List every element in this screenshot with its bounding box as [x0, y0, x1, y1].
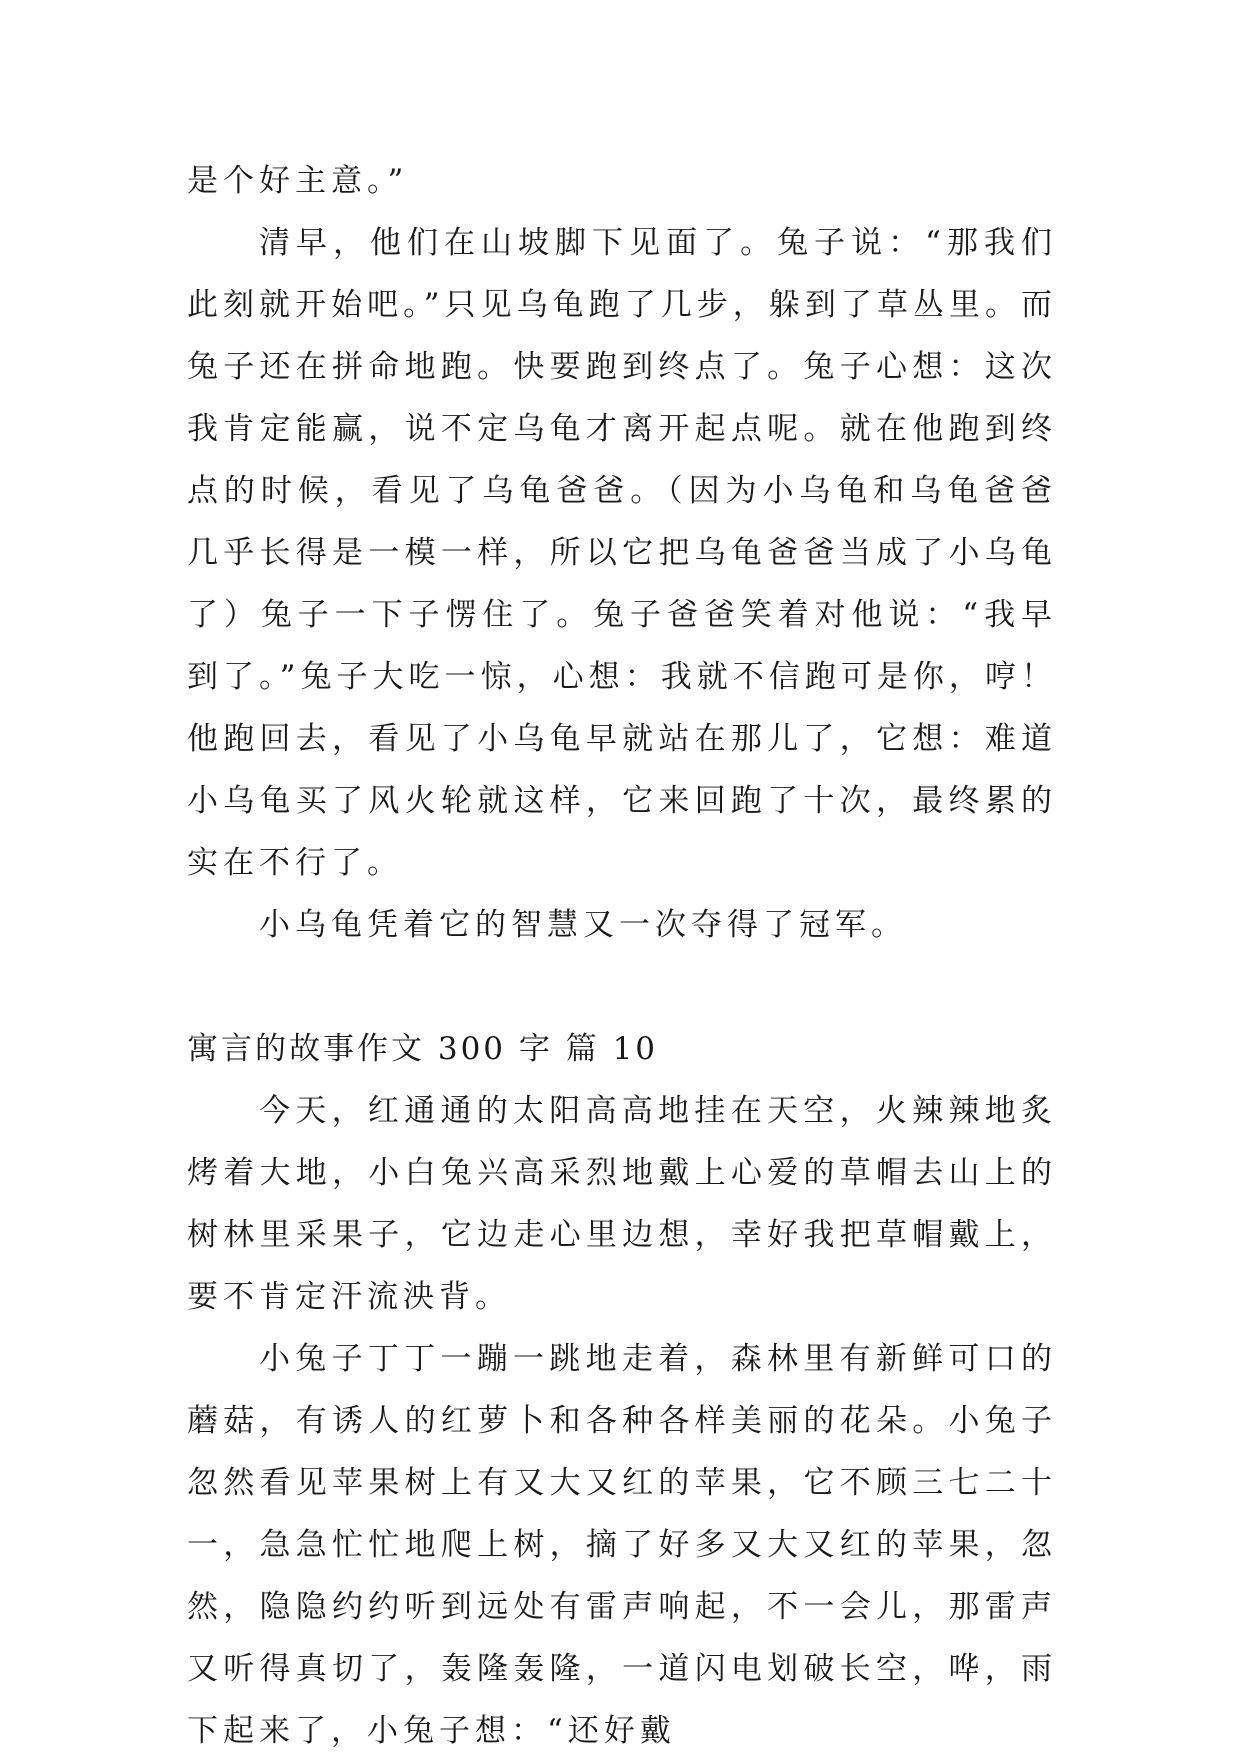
paragraph-rabbit-forest: 小兔子丁丁一蹦一跳地走着，森林里有新鲜可口的蘑菇，有诱人的红萝卜和各种各样美丽的花朵。小兔子忽然看见苹果树上有又大又红的苹果，它不顾三七二十一，急急忙忙地爬上树，摘了好多又大又红的苹果，忽然，隐隐约约听到远处有雷声响起，不一会儿，那雷声又听得真切了，轰隆轰隆，一道闪电划破长空，哗，雨下起来了，小兔子想：“还好戴: [187, 1341, 1057, 1749]
paragraph-continuation: 是个好主意。”: [187, 163, 409, 199]
paragraph-turtle-wins: 小乌龟凭着它的智慧又一次夺得了冠军。: [259, 907, 907, 943]
paragraph-sunny-day: 今天，红通通的太阳高高地挂在天空，火辣辣地炙烤着大地，小白兔兴高采烈地戴上心爱的草帽去山上的树林里采果子，它边走心里边想，幸好我把草帽戴上，要不肯定汗流泱背。: [187, 1093, 1057, 1315]
document-body: [187, 150, 1057, 1762]
section-gap: [187, 956, 1057, 1018]
section-heading: 寓言的故事作文 300 字 篇 10: [187, 1031, 659, 1067]
paragraph-race-morning: 清早，他们在山坡脚下见面了。兔子说：“那我们此刻就开始吧。”只见乌龟跑了几步，躲到了草丛里。而兔子还在拼命地跑。快要跑到终点了。兔子心想：这次我肯定能赢，说不定乌龟才离开起点呢。就在他跑到终点的时候，看见了乌龟爸爸。（因为小乌龟和乌龟爸爸几乎长得是一模一样，所以它把乌龟爸爸当成了小乌龟了）兔子一下子愣住了。兔子爸爸笑着对他说：“我早到了。”兔子大吃一惊，心想：我就不信跑可是你，哼！他跑回去，看见了小乌龟早就站在那儿了，它想：难道小乌龟买了风火轮就这样，它来回跑了十次，最终累的实在不行了。: [187, 225, 1057, 881]
